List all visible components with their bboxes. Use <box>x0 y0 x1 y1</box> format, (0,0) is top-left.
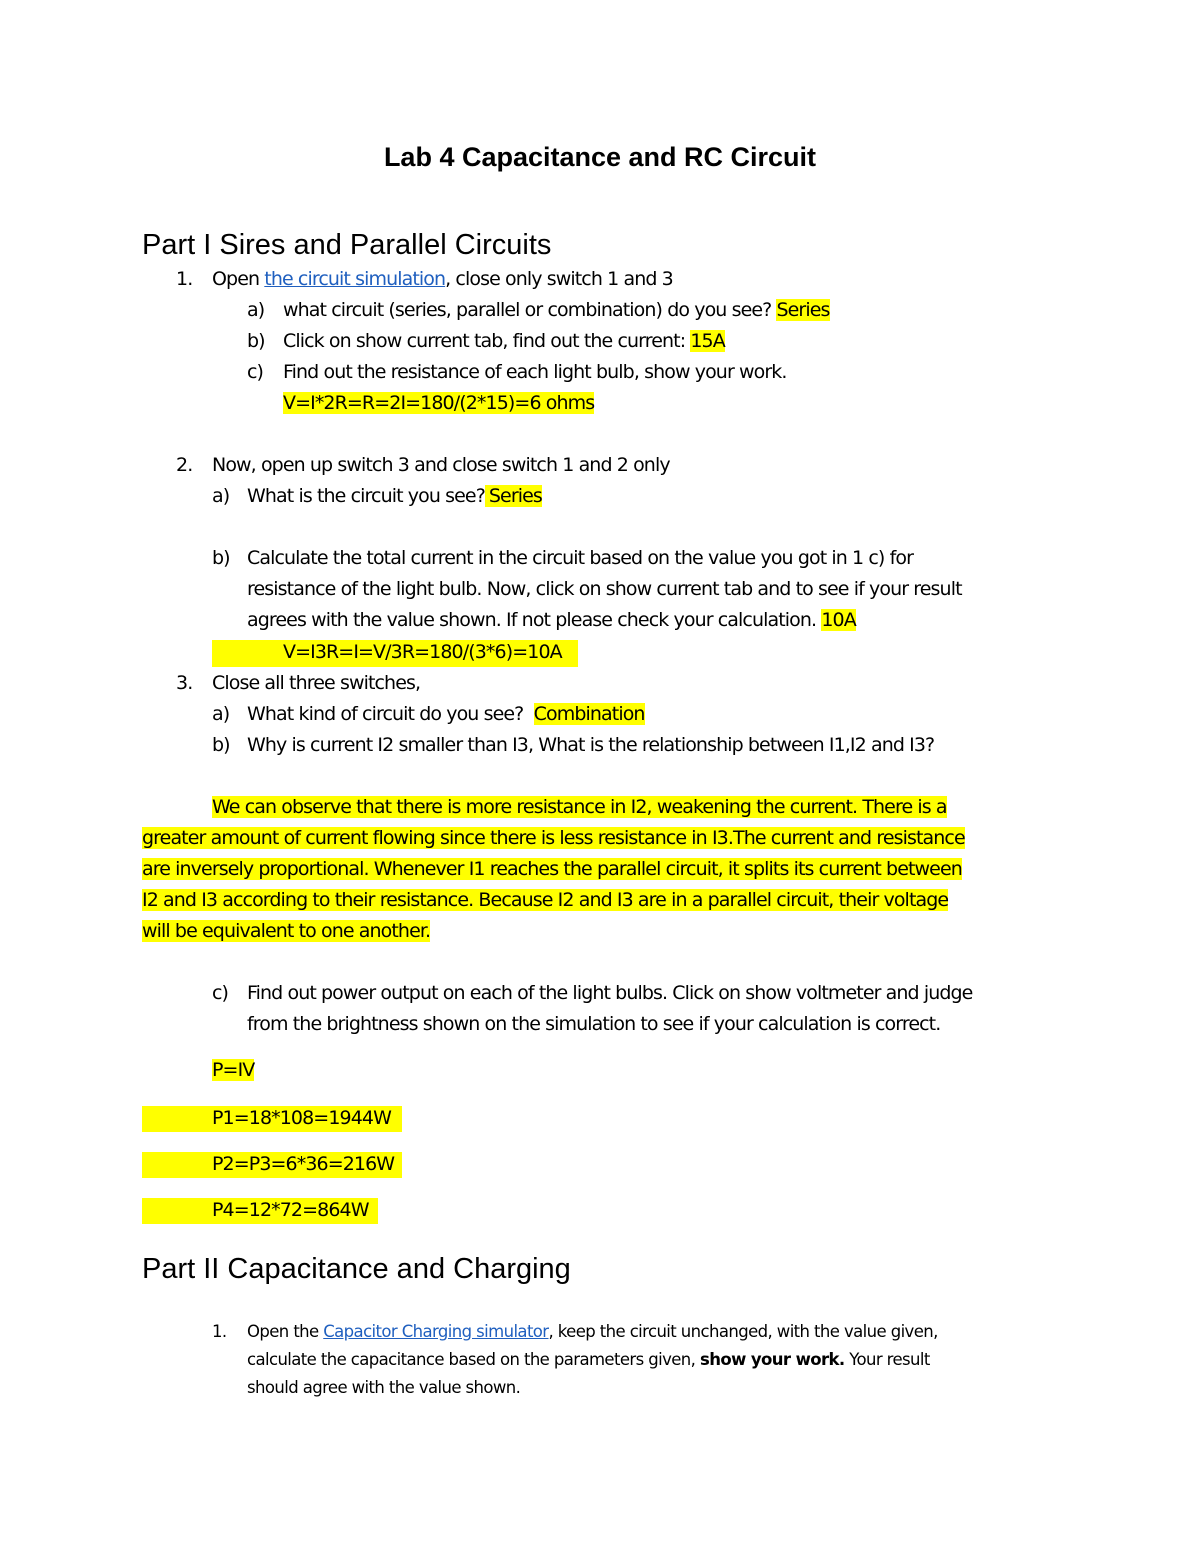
q2-text: Now, open up switch 3 and close switch 1 and 2 only <box>212 454 670 476</box>
q2b-line3: agrees with the value shown. If not please check your calculation. 10A <box>247 609 856 631</box>
p1-result: P1=18*108=1944W <box>212 1107 391 1129</box>
q1b-text: Click on show current tab, find out the current: 15A <box>283 330 725 352</box>
q3a-text: What kind of circuit do you see? Combination <box>247 703 645 725</box>
part1-heading: Part I Sires and Parallel Circuits <box>142 229 552 261</box>
q1c-answer: V=I*2R=R=2I=180/(2*15)=6 ohms <box>283 392 595 414</box>
q2-number: 2. <box>176 454 193 476</box>
p2q1-number: 1. <box>212 1322 227 1341</box>
q2a-answer: Series <box>485 485 542 507</box>
q3b-label: b) <box>212 734 230 756</box>
q1b-label: b) <box>247 330 265 352</box>
capacitor-charging-simulator-link[interactable]: Capacitor Charging simulator <box>323 1322 549 1341</box>
q3b-answer-line: We can observe that there is more resistance in I2, weakening the current. There is a <box>212 796 947 818</box>
q2b-label: b) <box>212 547 230 569</box>
q3a-label: a) <box>212 703 230 725</box>
p2q1-line3: should agree with the value shown. <box>247 1378 521 1397</box>
q1a-label: a) <box>247 299 265 321</box>
q1-text: Open the circuit simulation, close only switch 1 and 3 <box>212 268 673 290</box>
q3-text: Close all three switches, <box>212 672 421 694</box>
q2a-label: a) <box>212 485 230 507</box>
q3b-answer-line: I2 and I3 according to their resistance. Because I2 and I3 are in a parallel circuit, their voltage <box>142 889 949 911</box>
circuit-simulation-link[interactable]: the circuit simulation <box>264 268 446 290</box>
p4-result: P4=12*72=864W <box>212 1199 369 1221</box>
q1a-answer: Series <box>776 299 830 321</box>
q3c-line2: from the brightness shown on the simulation to see if your calculation is correct. <box>247 1013 941 1035</box>
p23-result: P2=P3=6*36=216W <box>212 1153 395 1175</box>
q3-number: 3. <box>176 672 193 694</box>
q3a-answer: Combination <box>533 703 645 725</box>
part2-heading: Part II Capacitance and Charging <box>142 1253 571 1285</box>
q1c-work <box>283 388 594 418</box>
q3b-answer-line: are inversely proportional. Whenever I1 reaches the parallel circuit, it splits its current between <box>142 858 962 880</box>
q1-number: 1. <box>176 268 193 290</box>
q2b-line1: Calculate the total current in the circuit based on the value you got in 1 c) for <box>247 547 914 569</box>
q2b-answer: 10A <box>821 609 856 631</box>
q3c-line1: Find out power output on each of the light bulbs. Click on show voltmeter and judge <box>247 982 973 1004</box>
q3b-text: Why is current I2 smaller than I3, What is the relationship between I1,I2 and I3? <box>247 734 935 756</box>
q1c-label: c) <box>247 361 264 383</box>
p2q1-line2: calculate the capacitance based on the parameters given, show your work. Your result <box>247 1350 930 1369</box>
q3b-answer-line: will be equivalent to one another. <box>142 920 431 942</box>
q2b-line2: resistance of the light bulb. Now, click on show current tab and to see if your result <box>247 578 962 600</box>
p2q1-line1: Open the Capacitor Charging simulator, keep the circuit unchanged, with the value given, <box>247 1322 938 1341</box>
power-formula: P=IV <box>212 1059 255 1081</box>
q1b-answer: 15A <box>690 330 725 352</box>
document-title: Lab 4 Capacitance and RC Circuit <box>383 142 817 172</box>
q2a-text: What is the circuit you see? Series <box>247 485 542 507</box>
q3c-label: c) <box>212 982 229 1004</box>
q3b-answer-line: greater amount of current flowing since there is less resistance in I3.The current and resistance <box>142 827 965 849</box>
q1c-text: Find out the resistance of each light bulb, show your work. <box>283 361 787 383</box>
q1a-text: what circuit (series, parallel or combination) do you see? Series <box>283 299 830 321</box>
q2b-work: V=I3R=I=V/3R=180/(3*6)=10A <box>283 641 562 663</box>
